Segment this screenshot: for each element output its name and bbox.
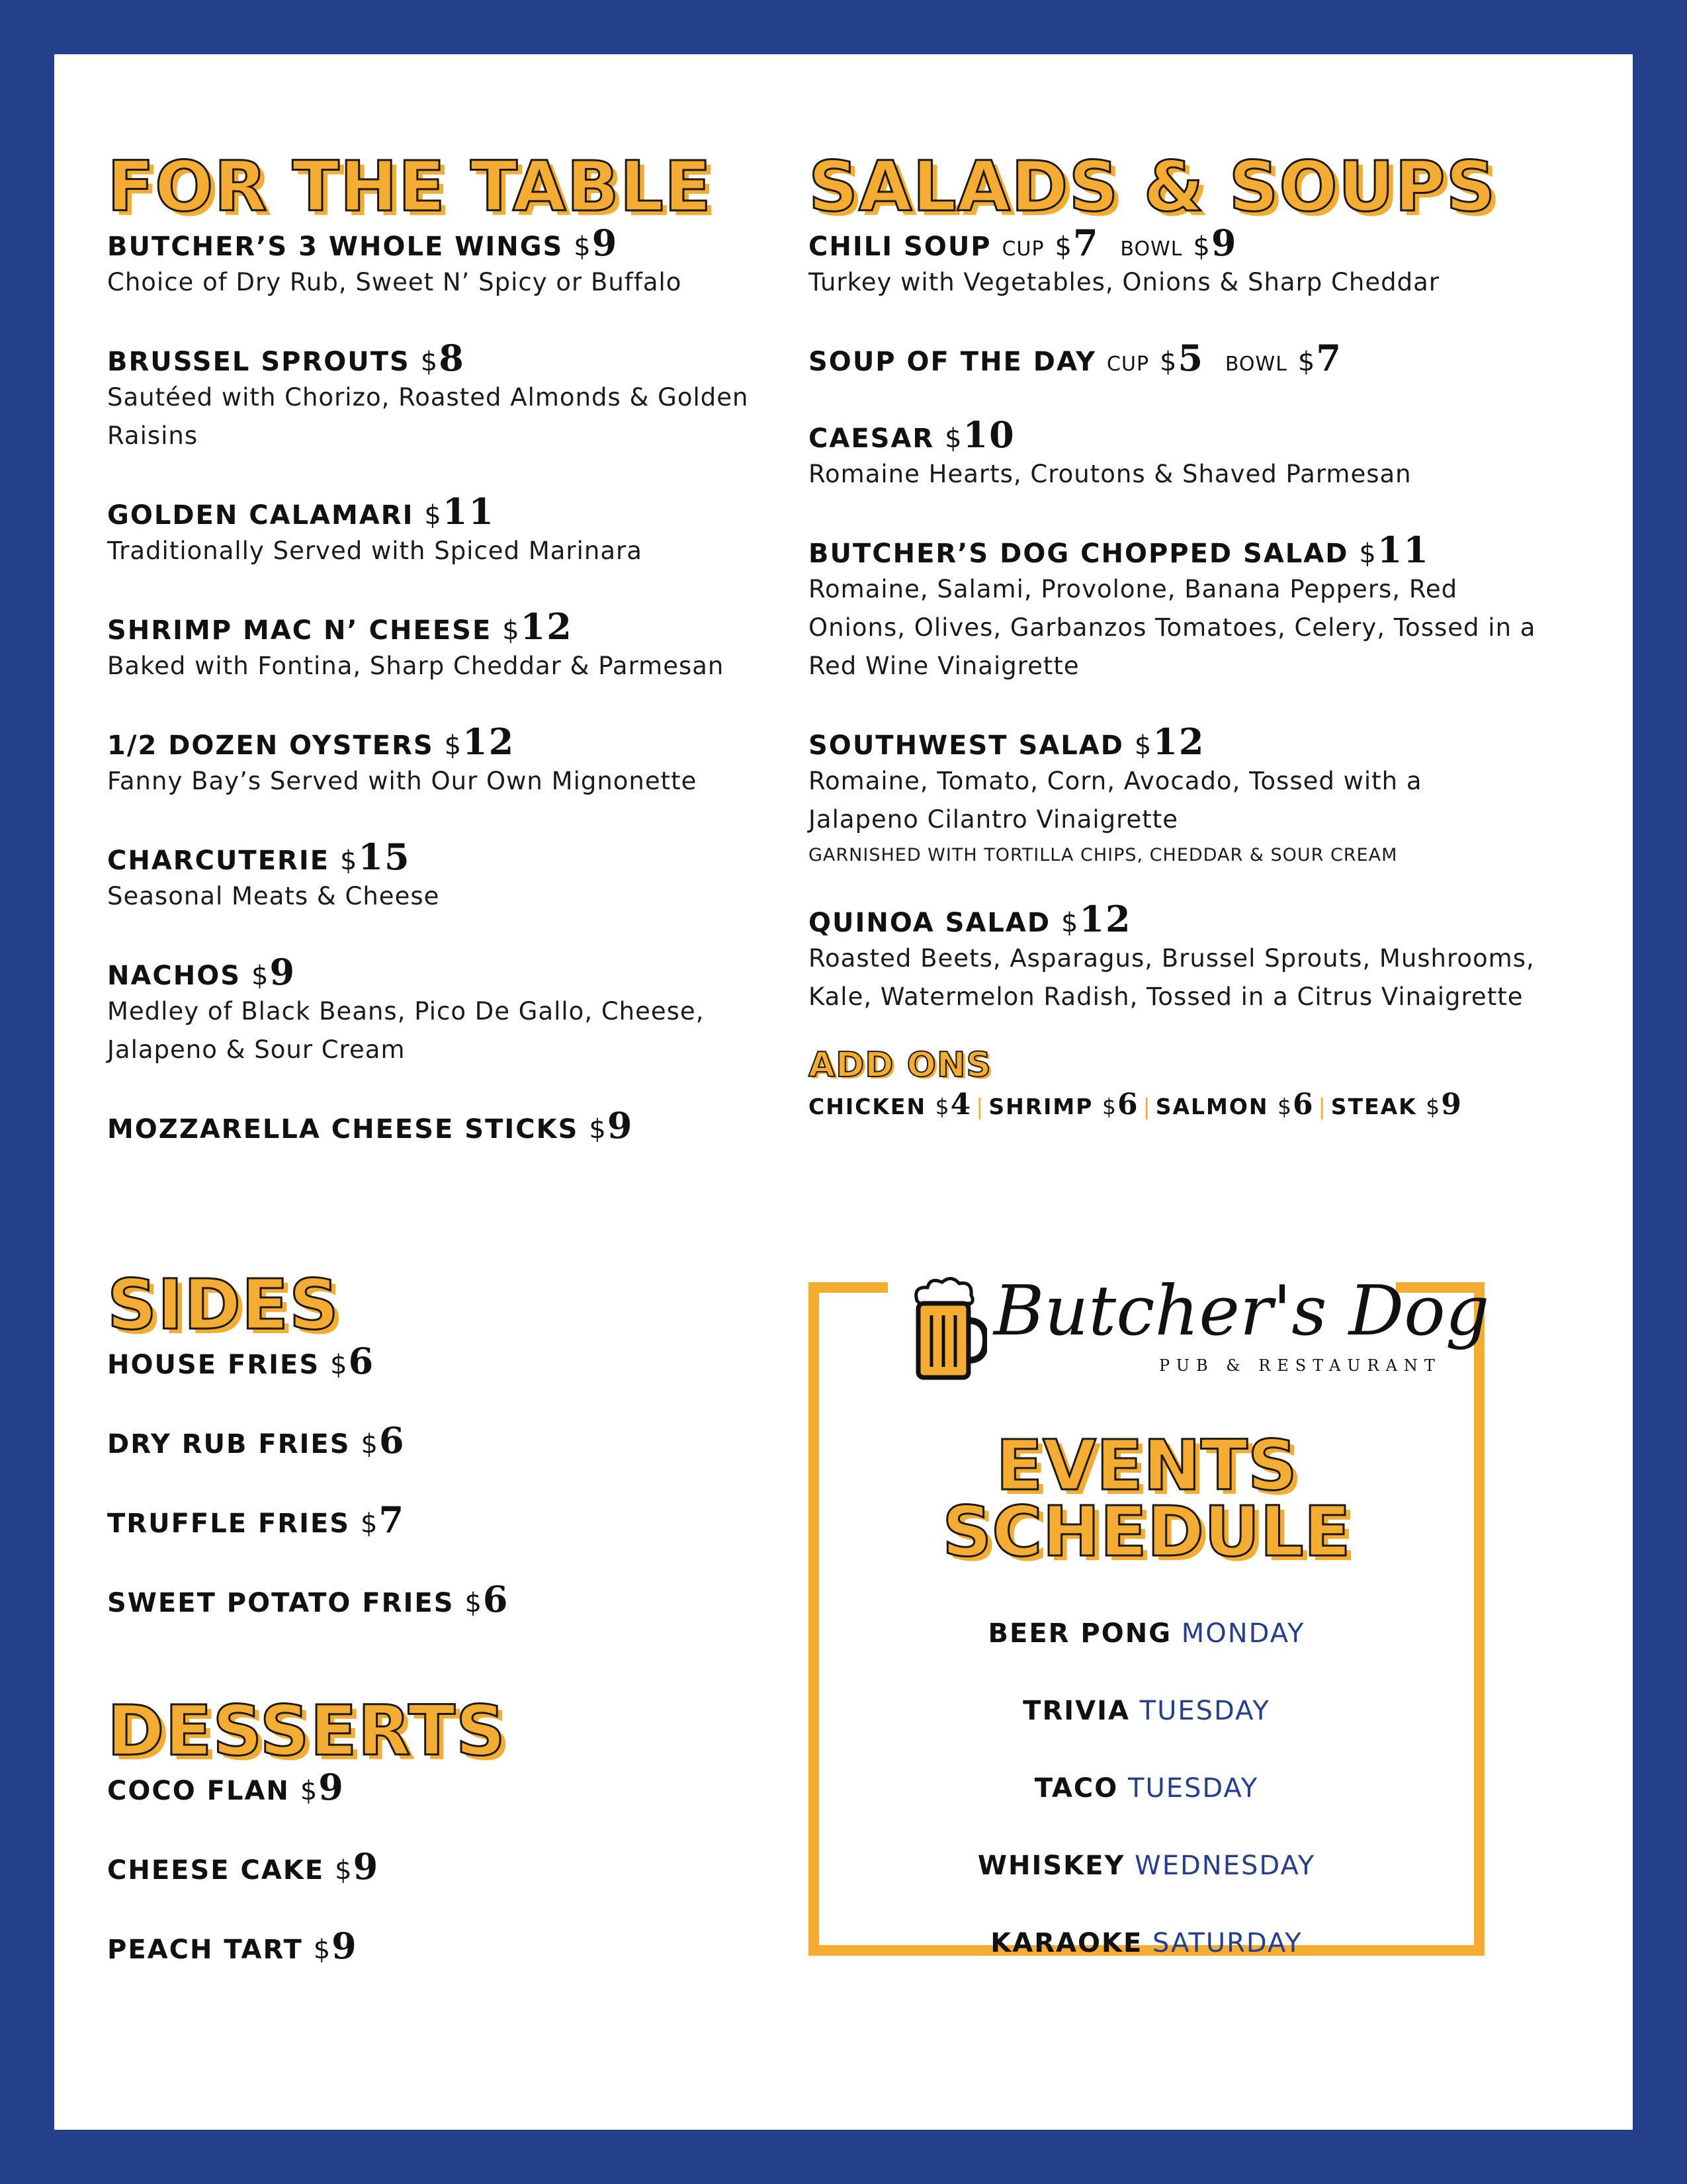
size-label-bowl: BOWL	[1120, 238, 1183, 261]
event-item	[808, 1849, 1485, 1927]
menu-item	[107, 1104, 769, 1147]
menu-item	[107, 1845, 769, 1888]
item-name: COCO FLAN	[107, 1776, 290, 1806]
dollar-sign: $	[1193, 232, 1211, 262]
item-price: 10	[963, 414, 1016, 456]
dollar-sign: $	[1134, 730, 1153, 761]
menu-item	[107, 1419, 769, 1462]
item-name: CHEESE CAKE	[107, 1855, 325, 1886]
logo-script-text: Butcher's Dog	[994, 1270, 1490, 1351]
event-day: MONDAY	[1181, 1618, 1305, 1649]
item-name: NACHOS	[107, 961, 241, 991]
item-name: SHRIMP MAC N’ CHEESE	[107, 615, 492, 646]
dollar-sign: $	[574, 232, 592, 262]
item-price: 12	[1079, 898, 1132, 940]
menu-item	[107, 222, 769, 302]
event-name: WHISKEY	[977, 1851, 1125, 1881]
add-on-price: 6	[1293, 1088, 1315, 1121]
item-name: HOUSE FRIES	[107, 1350, 320, 1380]
butchers-dog-logo	[908, 1270, 1490, 1389]
separator: |	[1318, 1094, 1327, 1119]
dollar-sign: $	[945, 423, 963, 454]
dollar-sign: $	[339, 846, 359, 876]
menu-item	[107, 836, 769, 916]
dollar-sign: $	[1277, 1094, 1293, 1119]
item-price-bowl: 9	[1211, 222, 1238, 264]
item-price-bowl: 7	[1316, 337, 1342, 379]
add-ons	[808, 1045, 1536, 1121]
item-note: GARNISHED WITH TORTILLA CHIPS, CHEDDAR & SOUR CREAM	[808, 845, 1398, 865]
section-title-add-ons: ADD ONS	[808, 1045, 992, 1085]
dollar-sign: $	[444, 730, 463, 761]
for-the-table-section	[107, 146, 769, 1184]
item-description: Traditionally Served with Spiced Marinara	[107, 537, 642, 565]
item-name: CHILI SOUP	[808, 232, 992, 262]
item-price: 9	[353, 1845, 380, 1888]
item-name: BUTCHER’S DOG CHOPPED SALAD	[808, 539, 1349, 569]
menu-item	[107, 1499, 769, 1541]
item-name: CAESAR	[808, 423, 935, 454]
add-on-price: 9	[1441, 1088, 1463, 1121]
dollar-sign: $	[361, 1429, 379, 1460]
event-day: TUESDAY	[1128, 1773, 1259, 1804]
events-title-line1: EVENTS	[996, 1425, 1297, 1506]
sides-section	[107, 1264, 769, 1661]
event-name: TACO	[1034, 1773, 1119, 1804]
dollar-sign: $	[589, 1114, 607, 1145]
menu-item	[107, 1925, 769, 1967]
event-name: KARAOKE	[990, 1928, 1143, 1958]
dollar-sign: $	[1061, 908, 1080, 938]
item-name: CHARCUTERIE	[107, 846, 330, 876]
item-name: PEACH TART	[107, 1935, 303, 1965]
item-description: Romaine Hearts, Croutons & Shaved Parmesan	[808, 460, 1412, 488]
menu-item	[808, 529, 1536, 685]
add-on-name: STEAK	[1330, 1094, 1417, 1119]
menu-item	[808, 898, 1536, 1016]
dollar-sign: $	[330, 1350, 349, 1380]
item-description: Sautéed with Chorizo, Roasted Almonds & Golden Raisins	[107, 383, 749, 450]
menu-item	[107, 1340, 769, 1382]
menu-item	[107, 951, 769, 1069]
item-description: Fanny Bay’s Served with Our Own Mignonette	[107, 767, 697, 795]
section-title-salads-soups: SALADS & SOUPS	[808, 146, 1496, 227]
item-name: TRUFFLE FRIES	[107, 1508, 351, 1539]
size-label-cup: CUP	[1002, 238, 1045, 261]
dollar-sign: $	[251, 961, 270, 991]
add-on-name: CHICKEN	[808, 1094, 927, 1119]
add-on-price: 6	[1117, 1088, 1139, 1121]
add-on-name: SHRIMP	[988, 1094, 1094, 1119]
item-description: Baked with Fontina, Sharp Cheddar & Parmesan	[107, 652, 724, 680]
item-description: Seasonal Meats & Cheese	[107, 882, 440, 910]
menu-item	[808, 414, 1536, 494]
section-title-sides: SIDES	[107, 1264, 339, 1345]
menu-item	[107, 1578, 769, 1620]
item-price: 7	[378, 1499, 406, 1541]
logo-subtitle: PUB & RESTAURANT	[1159, 1356, 1442, 1375]
item-description: Choice of Dry Rub, Sweet N’ Spicy or Buffalo	[107, 268, 682, 296]
event-item	[808, 1927, 1485, 2004]
menu-item-chili-soup	[808, 222, 1536, 302]
event-name: BEER PONG	[988, 1618, 1172, 1649]
event-day: WEDNESDAY	[1135, 1851, 1316, 1881]
item-description: Romaine, Tomato, Corn, Avocado, Tossed with a Jalapeno Cilantro Vinaigrette	[808, 767, 1422, 834]
item-description: Turkey with Vegetables, Onions & Sharp Cheddar	[808, 268, 1440, 296]
item-name: DRY RUB FRIES	[107, 1429, 351, 1460]
dollar-sign: $	[1159, 347, 1178, 377]
dollar-sign: $	[300, 1776, 319, 1806]
item-price: 6	[378, 1419, 406, 1462]
dollar-sign: $	[1102, 1094, 1117, 1119]
dollar-sign: $	[361, 1508, 379, 1539]
dollar-sign: $	[313, 1935, 332, 1965]
separator: |	[976, 1094, 985, 1119]
item-price: 9	[318, 1766, 345, 1808]
dollar-sign: $	[935, 1094, 951, 1119]
item-price: 11	[442, 490, 496, 533]
menu-item	[107, 721, 769, 801]
item-description: Medley of Black Beans, Pico De Gallo, Cheese, Jalapeno & Sour Cream	[107, 997, 705, 1064]
item-name: BRUSSEL SPROUTS	[107, 347, 410, 377]
event-item	[808, 1617, 1485, 1694]
event-day: SATURDAY	[1152, 1928, 1303, 1958]
item-name: SWEET POTATO FRIES	[107, 1588, 454, 1618]
item-price: 9	[591, 222, 619, 264]
separator: |	[1143, 1094, 1152, 1119]
menu-item	[107, 337, 769, 455]
item-description: Roasted Beets, Asparagus, Brussel Sprouts, Mushrooms, Kale, Watermelon Radish, Tossed in a Citrus Vinaigrette	[808, 944, 1535, 1011]
item-name: BUTCHER’S 3 WHOLE WINGS	[107, 232, 564, 262]
item-name: QUINOA SALAD	[808, 908, 1051, 938]
section-title-desserts: DESSERTS	[107, 1690, 506, 1771]
menu-item	[808, 721, 1536, 872]
dollar-sign: $	[464, 1588, 483, 1618]
event-item	[808, 1772, 1485, 1849]
size-label-cup: CUP	[1107, 353, 1150, 376]
dollar-sign: $	[420, 347, 439, 377]
add-on-price: 4	[950, 1088, 973, 1121]
events-list	[808, 1617, 1485, 2004]
dollar-sign: $	[502, 615, 521, 646]
item-price: 9	[269, 951, 296, 993]
dollar-sign: $	[1426, 1094, 1442, 1119]
item-price: 6	[348, 1340, 375, 1382]
dollar-sign: $	[1297, 347, 1317, 377]
dollar-sign: $	[1055, 232, 1073, 262]
event-name: TRIVIA	[1023, 1696, 1130, 1726]
section-title-for-the-table: FOR THE TABLE	[107, 146, 712, 227]
item-description: Romaine, Salami, Provolone, Banana Peppers, Red Onions, Olives, Garbanzos Tomatoes, Celery, Tossed in a Red Wine Vinaigrette	[808, 575, 1536, 680]
event-day: TUESDAY	[1139, 1696, 1270, 1726]
events-schedule-title	[808, 1425, 1485, 1572]
menu-item	[107, 490, 769, 570]
event-item	[808, 1694, 1485, 1772]
item-name: SOUTHWEST SALAD	[808, 730, 1124, 761]
item-price-cup: 7	[1072, 222, 1100, 264]
dollar-sign: $	[1359, 539, 1377, 569]
beer-mug-icon	[908, 1274, 987, 1387]
menu-item	[107, 605, 769, 685]
item-price: 15	[358, 836, 411, 878]
size-label-bowl: BOWL	[1225, 353, 1287, 376]
item-name: GOLDEN CALAMARI	[107, 500, 414, 531]
add-ons-list	[808, 1090, 1536, 1119]
item-price: 12	[520, 605, 573, 648]
menu-item-soup-of-the-day	[808, 337, 1536, 379]
item-price: 11	[1377, 529, 1430, 571]
item-price-cup: 5	[1178, 337, 1205, 379]
dollar-sign: $	[424, 500, 443, 531]
events-title-line2: SCHEDULE	[942, 1491, 1351, 1572]
item-price: 9	[331, 1925, 358, 1967]
salads-soups-section	[808, 146, 1536, 1121]
item-name: MOZZARELLA CHEESE STICKS	[107, 1114, 579, 1145]
menu-item	[107, 1766, 769, 1808]
item-price: 9	[607, 1104, 634, 1147]
item-price: 12	[1152, 721, 1205, 763]
dollar-sign: $	[335, 1855, 353, 1886]
item-price: 8	[439, 337, 465, 379]
item-name: SOUP OF THE DAY	[808, 347, 1097, 377]
item-price: 12	[462, 721, 515, 763]
item-price: 6	[482, 1578, 509, 1620]
desserts-section	[107, 1690, 769, 2007]
item-name: 1/2 DOZEN OYSTERS	[107, 730, 434, 761]
add-on-name: SALMON	[1155, 1094, 1269, 1119]
frame-top-left	[808, 1282, 888, 1293]
